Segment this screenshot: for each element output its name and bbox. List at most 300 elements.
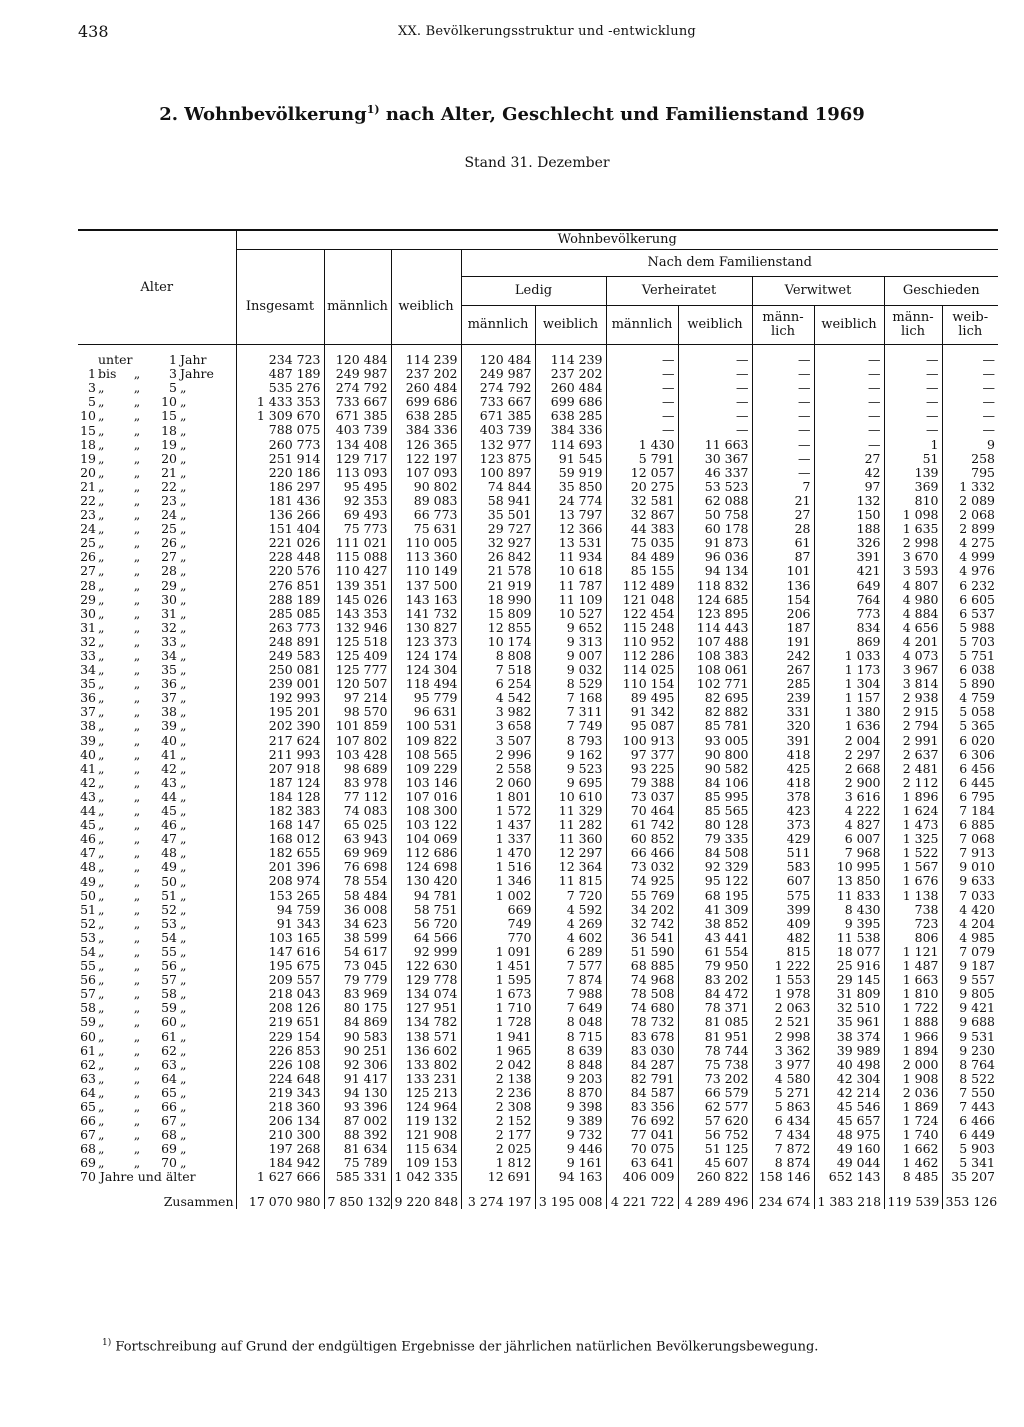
value-cell: 211 993 (236, 748, 324, 762)
age-ditto: „ (133, 943, 141, 959)
age-ditto: „ (133, 958, 141, 974)
age-cell (78, 381, 236, 395)
total-value: 234 674 (752, 1185, 814, 1209)
age-cell (78, 1030, 236, 1044)
age-unit: Jahr (180, 352, 207, 368)
table-row (78, 917, 998, 931)
age-cell (78, 762, 236, 776)
value-cell: 78 732 (606, 1015, 678, 1029)
age-unit: „ (180, 774, 187, 790)
value-cell: 151 404 (236, 522, 324, 536)
age-to: 34 (161, 648, 177, 664)
value-cell: 249 987 (324, 367, 391, 381)
value-cell: 11 934 (535, 550, 606, 564)
value-cell: 3 670 (884, 550, 942, 564)
value-cell: 10 610 (535, 790, 606, 804)
value-cell: 45 657 (814, 1114, 884, 1128)
age-from: 43 (80, 788, 96, 804)
value-cell: 788 075 (236, 423, 324, 437)
value-cell: 248 891 (236, 635, 324, 649)
table-row (78, 1044, 998, 1058)
age-ditto: „ (133, 718, 141, 734)
value-cell: 384 336 (535, 423, 606, 437)
value-cell: — (678, 409, 752, 423)
value-cell: 7 577 (535, 959, 606, 973)
age-bis: „ (98, 1127, 105, 1143)
age-unit: „ (180, 549, 187, 565)
age-ditto: „ (133, 394, 141, 410)
table-row (78, 635, 998, 649)
table-row (78, 874, 998, 888)
value-cell: 83 356 (606, 1100, 678, 1114)
table-body (78, 345, 998, 1209)
age-ditto: „ (133, 648, 141, 664)
value-cell: 9 557 (942, 973, 998, 987)
age-bis: „ (98, 1084, 105, 1100)
value-cell: 12 297 (535, 846, 606, 860)
age-to: 45 (161, 803, 177, 819)
age-bis: „ (98, 380, 105, 396)
total-value: 4 289 496 (678, 1185, 752, 1209)
value-cell: 206 134 (236, 1114, 324, 1128)
age-cell (78, 1072, 236, 1086)
age-from: 1 (88, 366, 96, 382)
table-row (78, 522, 998, 536)
age-unit: „ (180, 817, 187, 833)
value-cell: — (606, 367, 678, 381)
population-table (78, 229, 998, 1209)
age-ditto: „ (133, 887, 141, 903)
age-bis: „ (98, 831, 105, 847)
total-value: 7 850 132 (324, 1185, 391, 1209)
value-cell: 89 495 (606, 691, 678, 705)
value-cell: 73 037 (606, 790, 678, 804)
value-cell: 11 329 (535, 804, 606, 818)
header-ledig: Ledig (461, 277, 606, 306)
value-cell: 56 752 (678, 1128, 752, 1142)
value-cell: 109 229 (391, 762, 461, 776)
value-cell: 114 025 (606, 663, 678, 677)
value-cell: 120 484 (461, 345, 535, 368)
value-cell: 168 012 (236, 832, 324, 846)
age-unit: „ (180, 1155, 187, 1171)
age-unit: „ (180, 873, 187, 889)
value-cell: 1 487 (884, 959, 942, 973)
age-to: 68 (161, 1127, 177, 1143)
value-cell: 139 351 (324, 579, 391, 593)
age-to: 67 (161, 1113, 177, 1129)
age-cell (78, 790, 236, 804)
age-unit: „ (180, 1014, 187, 1030)
age-unit: „ (180, 1070, 187, 1086)
value-cell: 652 143 (814, 1170, 884, 1184)
age-bis: „ (98, 563, 105, 579)
value-cell: 103 122 (391, 818, 461, 832)
value-cell: 9 732 (535, 1128, 606, 1142)
age-cell (78, 705, 236, 719)
value-cell: 49 160 (814, 1142, 884, 1156)
value-cell: 6 466 (942, 1114, 998, 1128)
value-cell: 4 275 (942, 536, 998, 550)
header-alter: Alter (78, 230, 236, 345)
total-label: Zusammen (163, 1193, 234, 1209)
age-unit: „ (180, 521, 187, 537)
age-ditto: „ (133, 1099, 141, 1115)
page-header (78, 22, 998, 46)
age-to: 30 (161, 591, 177, 607)
value-cell: 9 010 (942, 860, 998, 874)
value-cell: 73 045 (324, 959, 391, 973)
value-cell: 78 508 (606, 987, 678, 1001)
age-ditto: „ (133, 521, 141, 537)
value-cell: 1 437 (461, 818, 535, 832)
value-cell: 182 655 (236, 846, 324, 860)
value-cell: 403 739 (461, 423, 535, 437)
value-cell: 101 (752, 564, 814, 578)
age-from: 65 (80, 1099, 96, 1115)
age-ditto: „ (133, 507, 141, 523)
value-cell: 43 441 (678, 931, 752, 945)
table-row (78, 423, 998, 437)
value-cell: 429 (752, 832, 814, 846)
value-cell: 8 048 (535, 1015, 606, 1029)
value-cell: 26 842 (461, 550, 535, 564)
value-cell: — (752, 452, 814, 466)
age-ditto: „ (133, 704, 141, 720)
age-to: 26 (161, 535, 177, 551)
age-cell (78, 1100, 236, 1114)
value-cell: 9 688 (942, 1015, 998, 1029)
age-cell (78, 395, 236, 409)
age-to: 23 (161, 492, 177, 508)
header-verheiratet: Verheiratet (606, 277, 752, 306)
value-cell: — (606, 381, 678, 395)
age-to: 24 (161, 507, 177, 523)
value-cell: 260 484 (391, 381, 461, 395)
table-head (78, 230, 998, 345)
value-cell: — (752, 423, 814, 437)
age-to: 31 (161, 605, 177, 621)
value-cell: 378 (752, 790, 814, 804)
value-cell: 384 336 (391, 423, 461, 437)
value-cell: 1 627 666 (236, 1170, 324, 1184)
value-cell: 1 138 (884, 889, 942, 903)
value-cell: 9 395 (814, 917, 884, 931)
value-cell: 1 470 (461, 846, 535, 860)
value-cell: 210 300 (236, 1128, 324, 1142)
value-cell: 1 908 (884, 1072, 942, 1086)
age-cell (78, 452, 236, 466)
age-to: 57 (161, 972, 177, 988)
value-cell: 9 203 (535, 1072, 606, 1086)
age-to: 70 (161, 1155, 177, 1171)
age-ditto: „ (133, 1141, 141, 1157)
value-cell: — (752, 438, 814, 452)
value-cell: 8 529 (535, 677, 606, 691)
header-geschieden: Geschieden (884, 277, 998, 306)
value-cell: — (814, 395, 884, 409)
age-to: 47 (161, 831, 177, 847)
value-cell: 7 311 (535, 705, 606, 719)
value-cell: 202 390 (236, 719, 324, 733)
value-cell: 32 581 (606, 494, 678, 508)
age-unit: „ (180, 1056, 187, 1072)
value-cell: 220 186 (236, 466, 324, 480)
value-cell: 12 855 (461, 621, 535, 635)
value-cell: — (752, 466, 814, 480)
age-bis: „ (98, 1099, 105, 1115)
value-cell: 62 088 (678, 494, 752, 508)
value-cell: 4 980 (884, 593, 942, 607)
value-cell: 511 (752, 846, 814, 860)
value-cell: 87 (752, 550, 814, 564)
value-cell: 9 523 (535, 762, 606, 776)
age-cell (78, 621, 236, 635)
age-ditto: „ (133, 972, 141, 988)
value-cell: 91 343 (236, 917, 324, 931)
value-cell: 74 968 (606, 973, 678, 987)
value-cell: 11 360 (535, 832, 606, 846)
age-bis: „ (98, 591, 105, 607)
value-cell: 111 021 (324, 536, 391, 550)
age-from: 22 (80, 492, 96, 508)
value-cell: 237 202 (535, 367, 606, 381)
value-cell: 114 443 (678, 621, 752, 635)
age-from: 66 (80, 1113, 96, 1129)
total-value: 4 221 722 (606, 1185, 678, 1209)
value-cell: 21 (752, 494, 814, 508)
value-cell: — (942, 395, 998, 409)
value-cell: 102 771 (678, 677, 752, 691)
age-unit: „ (180, 1084, 187, 1100)
value-cell: 2 558 (461, 762, 535, 776)
value-cell: 770 (461, 931, 535, 945)
age-to: 38 (161, 704, 177, 720)
value-cell: 13 850 (814, 874, 884, 888)
table-row (78, 1030, 998, 1044)
value-cell: 92 353 (324, 494, 391, 508)
table-row (78, 762, 998, 776)
age-unit: „ (180, 986, 187, 1002)
age-unit: „ (180, 788, 187, 804)
value-cell: 138 571 (391, 1030, 461, 1044)
value-cell: 1 662 (884, 1142, 942, 1156)
value-cell: 201 396 (236, 860, 324, 874)
value-cell: 10 995 (814, 860, 884, 874)
table-row (78, 564, 998, 578)
value-cell: 4 204 (942, 917, 998, 931)
value-cell: 58 751 (391, 903, 461, 917)
age-bis: „ (98, 619, 105, 635)
value-cell: 7 184 (942, 804, 998, 818)
value-cell: 638 285 (535, 409, 606, 423)
age-to: 58 (161, 986, 177, 1002)
value-cell: 12 057 (606, 466, 678, 480)
age-unit: „ (180, 901, 187, 917)
value-cell: 1 430 (606, 438, 678, 452)
value-cell: 38 599 (324, 931, 391, 945)
age-to: 53 (161, 915, 177, 931)
value-cell: 1 624 (884, 804, 942, 818)
table-row (78, 748, 998, 762)
value-cell: 4 759 (942, 691, 998, 705)
value-cell: 406 009 (606, 1170, 678, 1184)
value-cell: 95 495 (324, 480, 391, 494)
age-unit: „ (180, 845, 187, 861)
age-to: 52 (161, 901, 177, 917)
age-bis: „ (98, 1070, 105, 1086)
age-bis: „ (98, 732, 105, 748)
total-value: 9 220 848 (391, 1185, 461, 1209)
value-cell: 699 686 (391, 395, 461, 409)
age-ditto: „ (133, 746, 141, 762)
age-from: 32 (80, 633, 96, 649)
value-cell: 91 342 (606, 705, 678, 719)
value-cell: — (814, 438, 884, 452)
value-cell: 112 686 (391, 846, 461, 860)
value-cell: 121 908 (391, 1128, 461, 1142)
value-cell: — (942, 367, 998, 381)
table-row (78, 1015, 998, 1029)
value-cell: 9 032 (535, 663, 606, 677)
value-cell: 4 656 (884, 621, 942, 635)
age-from: 45 (80, 817, 96, 833)
value-cell: 2 668 (814, 762, 884, 776)
value-cell: 8 715 (535, 1030, 606, 1044)
value-cell: 124 304 (391, 663, 461, 677)
value-cell: 4 602 (535, 931, 606, 945)
age-to: 42 (161, 760, 177, 776)
age-cell (78, 1058, 236, 1072)
age-cell (78, 494, 236, 508)
age-from: 39 (80, 732, 96, 748)
age-to: 69 (161, 1141, 177, 1157)
value-cell: 11 109 (535, 593, 606, 607)
table-row (78, 536, 998, 550)
value-cell: 51 590 (606, 945, 678, 959)
age-bis: „ (98, 605, 105, 621)
value-cell: 118 494 (391, 677, 461, 691)
value-cell: 90 251 (324, 1044, 391, 1058)
footnote-text: Fortschreibung auf Grund der endgültigen Ergebnisse der jährlichen natürlichen Bevölkerungsbewegung. (111, 1339, 819, 1355)
value-cell: 224 648 (236, 1072, 324, 1086)
age-cell (78, 691, 236, 705)
age-from: 37 (80, 704, 96, 720)
value-cell: 6 254 (461, 677, 535, 691)
value-cell: 32 742 (606, 917, 678, 931)
value-cell: 418 (752, 776, 814, 790)
value-cell: 535 276 (236, 381, 324, 395)
value-cell: 75 035 (606, 536, 678, 550)
table-row (78, 973, 998, 987)
value-cell: 6 020 (942, 734, 998, 748)
value-cell: 98 570 (324, 705, 391, 719)
value-cell: 78 554 (324, 874, 391, 888)
age-bis: „ (98, 535, 105, 551)
value-cell: 2 998 (884, 536, 942, 550)
value-cell: 191 (752, 635, 814, 649)
age-bis: bis (98, 366, 117, 382)
header-wohnbevoelkerung: Wohnbevölkerung (236, 230, 998, 250)
value-cell: 79 388 (606, 776, 678, 790)
value-cell: 110 154 (606, 677, 678, 691)
value-cell: 1 710 (461, 1001, 535, 1015)
value-cell: 2 996 (461, 748, 535, 762)
footnote (102, 1338, 818, 1354)
age-cell (78, 776, 236, 790)
value-cell: 114 239 (535, 345, 606, 368)
value-cell: 806 (884, 931, 942, 945)
value-cell: 3 977 (752, 1058, 814, 1072)
value-cell: 320 (752, 719, 814, 733)
value-cell: 119 132 (391, 1114, 461, 1128)
age-unit: „ (180, 436, 187, 452)
value-cell: 373 (752, 818, 814, 832)
value-cell: 32 867 (606, 508, 678, 522)
value-cell: 2 068 (942, 508, 998, 522)
value-cell: 24 774 (535, 494, 606, 508)
value-cell: 61 742 (606, 818, 678, 832)
age-cell (78, 917, 236, 931)
value-cell: 4 807 (884, 579, 942, 593)
value-cell: 83 678 (606, 1030, 678, 1044)
value-cell: 9 652 (535, 621, 606, 635)
value-cell: 425 (752, 762, 814, 776)
value-cell: 168 147 (236, 818, 324, 832)
value-cell: 88 392 (324, 1128, 391, 1142)
age-unit: „ (180, 492, 187, 508)
value-cell: 1 222 (752, 959, 814, 973)
value-cell: 91 545 (535, 452, 606, 466)
age-from: 56 (80, 972, 96, 988)
value-cell: 207 918 (236, 762, 324, 776)
value-cell: 7 913 (942, 846, 998, 860)
age-ditto: „ (133, 380, 141, 396)
value-cell: 6 885 (942, 818, 998, 832)
table-row (78, 903, 998, 917)
age-bis: „ (98, 803, 105, 819)
age-unit: „ (180, 408, 187, 424)
age-from: 25 (80, 535, 96, 551)
value-cell: 27 (752, 508, 814, 522)
value-cell: 8 793 (535, 734, 606, 748)
value-cell: 96 036 (678, 550, 752, 564)
age-unit: „ (180, 1000, 187, 1016)
value-cell: 1 676 (884, 874, 942, 888)
age-to: 5 (169, 380, 177, 396)
age-to: 32 (161, 619, 177, 635)
age-cell (78, 903, 236, 917)
value-cell: 773 (814, 607, 884, 621)
value-cell: 136 (752, 579, 814, 593)
age-label: 70 Jahre und älter (80, 1169, 196, 1185)
value-cell: 97 214 (324, 691, 391, 705)
value-cell: 7 649 (535, 1001, 606, 1015)
total-value: 3 274 197 (461, 1185, 535, 1209)
age-from: 63 (80, 1070, 96, 1086)
value-cell: 9 162 (535, 748, 606, 762)
value-cell: 82 882 (678, 705, 752, 719)
value-cell: 95 122 (678, 874, 752, 888)
age-unit: „ (180, 690, 187, 706)
value-cell: 81 634 (324, 1142, 391, 1156)
value-cell: 97 377 (606, 748, 678, 762)
value-cell: 6 306 (942, 748, 998, 762)
value-cell: 9 421 (942, 1001, 998, 1015)
value-cell: 331 (752, 705, 814, 719)
age-bis: „ (98, 690, 105, 706)
age-bis: „ (98, 887, 105, 903)
